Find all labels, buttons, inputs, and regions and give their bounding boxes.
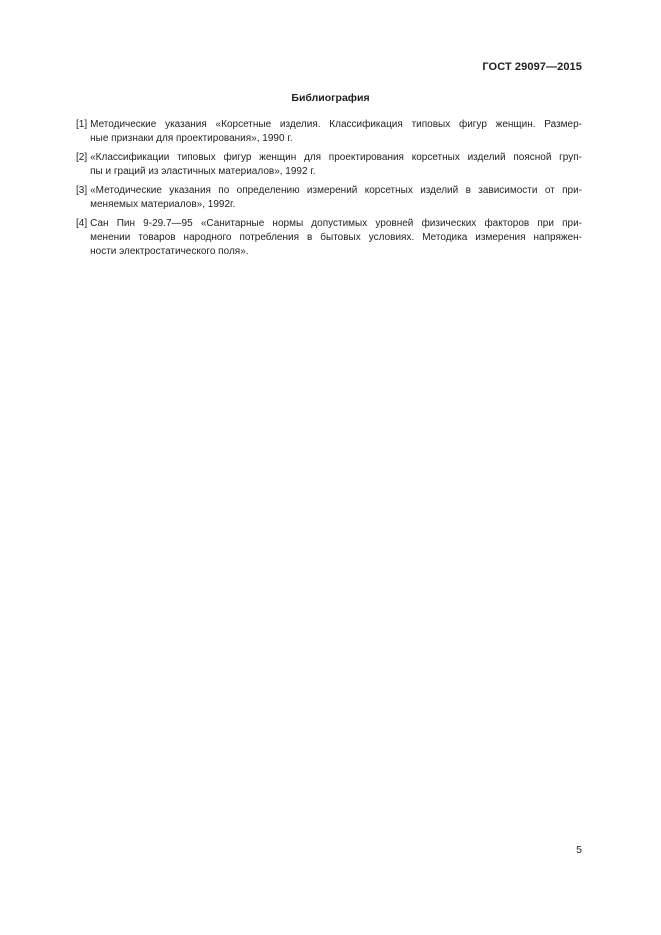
reference-number: [3] bbox=[76, 185, 88, 196]
reference-text bbox=[90, 184, 582, 212]
section-title: Библиография bbox=[291, 92, 370, 104]
reference-text bbox=[90, 217, 582, 259]
reference-number: [1] bbox=[76, 119, 88, 130]
reference-line: «Классификации типовых фигур женщин для проектирования корсетных изделий поясной груп- bbox=[90, 152, 582, 163]
bibliography-item bbox=[76, 184, 582, 212]
bibliography-list bbox=[76, 118, 582, 264]
reference-line: пы и граций из эластичных материалов», 1992 г. bbox=[90, 166, 316, 177]
reference-line: меняемых материалов», 1992г. bbox=[90, 199, 236, 210]
document-code: ГОСТ 29097—2015 bbox=[482, 61, 582, 73]
bibliography-item bbox=[76, 118, 582, 146]
reference-text bbox=[90, 151, 582, 179]
reference-line: «Методические указания по определению измерений корсетных изделий в зависимости от при- bbox=[90, 185, 582, 196]
reference-line: ные признаки для проектирования», 1990 г. bbox=[90, 133, 293, 144]
reference-line: Сан Пин 9-29.7—95 «Санитарные нормы допустимых уровней физических факторов при при- bbox=[90, 218, 582, 229]
reference-line: менении товаров народного потребления в бытовых условиях. Методика измерения напряжен- bbox=[90, 232, 582, 243]
reference-text bbox=[90, 118, 582, 146]
page-number: 5 bbox=[576, 844, 582, 856]
reference-line: Методические указания «Корсетные изделия. Классификация типовых фигур женщин. Размер- bbox=[90, 119, 582, 130]
reference-number: [4] bbox=[76, 218, 88, 229]
reference-line: ности электростатического поля». bbox=[90, 246, 249, 257]
bibliography-item bbox=[76, 151, 582, 179]
bibliography-item bbox=[76, 217, 582, 259]
reference-number: [2] bbox=[76, 152, 88, 163]
